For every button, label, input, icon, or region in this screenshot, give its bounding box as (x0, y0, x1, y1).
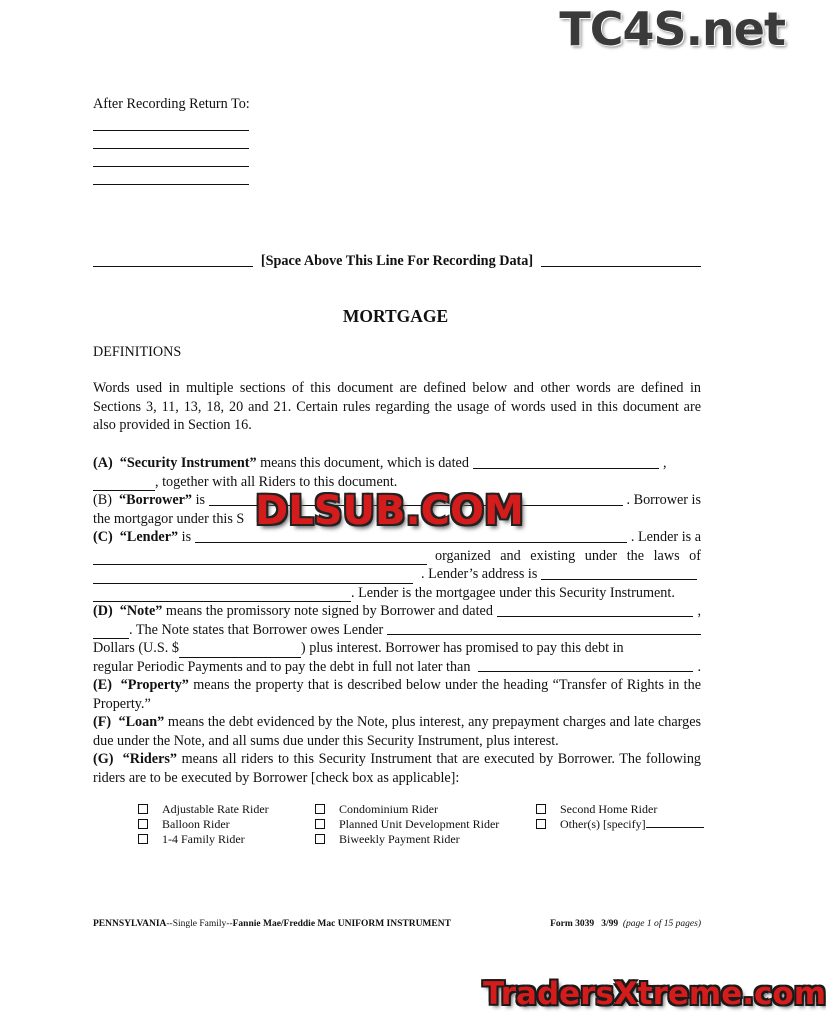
def-g-term: “Riders” (122, 751, 177, 767)
rider-adjustable-rate (138, 802, 269, 817)
def-d-maturity-blank[interactable] (478, 671, 693, 672)
def-c-address-blank[interactable] (541, 579, 697, 580)
def-d-comma: , (697, 603, 701, 619)
def-d-amount-words-blank[interactable] (387, 634, 701, 635)
footer-instrument: Fannie Mae/Freddie Mac UNIFORM INSTRUMENT (232, 919, 451, 929)
def-a-tag: (A) (93, 455, 113, 471)
def-d-text2: . The Note states that Borrower owes Lender (129, 621, 384, 638)
def-c-org-type-blank[interactable] (93, 552, 427, 565)
rider-checkbox[interactable] (138, 804, 148, 814)
def-d-period: . (697, 658, 701, 675)
page-footer (93, 919, 701, 929)
definitions-heading: DEFINITIONS (93, 344, 182, 360)
def-g-tag: (G) (93, 751, 114, 767)
def-a-text1: means this document, which is dated (260, 455, 469, 471)
def-d-text5: regular Periodic Payments and to pay the debt in full not later than (93, 658, 471, 675)
watermark-bottom: TradersXtreme.com (483, 976, 826, 1012)
def-c-text2: organized and existing under the laws of (435, 547, 701, 564)
definition-g (93, 750, 701, 787)
def-c-text3: . Lender’s address is (421, 566, 538, 582)
rider-label: Other(s) [specify] (560, 817, 646, 831)
rider-checkbox[interactable] (536, 819, 546, 829)
def-f-tag: (F) (93, 714, 112, 730)
rider-checkbox[interactable] (536, 804, 546, 814)
def-d-term: “Note” (119, 603, 163, 619)
watermark-middle: DLSUB.COM (255, 488, 524, 534)
def-d-text3: Dollars (U.S. $ (93, 640, 179, 656)
riders-column-1 (138, 802, 269, 847)
divider-rule-left (93, 266, 253, 267)
rider-label: Condominium Rider (339, 802, 438, 816)
def-f-text: means the debt evidenced by the Note, plus interest, any prepayment charges and late charges due under the Note, and all sums due under this Security Instrument, plus interest. (93, 714, 702, 749)
rider-checkbox[interactable] (138, 834, 148, 844)
recording-space-divider (93, 253, 701, 270)
def-c-text1: . Lender is a (630, 529, 701, 545)
footer-page: (page 1 of 15 pages) (622, 919, 701, 929)
def-c-lender-blank[interactable] (195, 542, 627, 543)
footer-state: PENNSYLVANIA (93, 919, 167, 929)
def-d-amount-blank[interactable] (179, 645, 301, 658)
riders-column-2 (315, 802, 499, 847)
rider-label: Adjustable Rate Rider (162, 802, 269, 816)
watermark-top: TC4S.net (559, 2, 785, 56)
riders-column-3 (536, 802, 704, 832)
def-d-year-blank[interactable] (93, 626, 129, 639)
footer-date: 3/99 (601, 919, 619, 929)
def-d-text1: means the promissory note signed by Borrower and dated (165, 603, 493, 619)
def-f-term: “Loan” (118, 714, 165, 730)
rider-condominium (315, 802, 499, 817)
rider-other (536, 817, 704, 832)
definition-f (93, 713, 701, 750)
page-title: MORTGAGE (342, 306, 449, 326)
def-a-comma: , (662, 455, 667, 471)
def-a-date-blank[interactable] (473, 468, 659, 469)
rider-second-home (536, 802, 704, 817)
rider-label: Planned Unit Development Rider (339, 817, 500, 831)
rider-biweekly (315, 832, 499, 847)
def-c-address-blank-2[interactable] (93, 589, 351, 602)
definition-a (93, 454, 701, 491)
rider-checkbox[interactable] (315, 819, 325, 829)
def-d-text4: ) plus interest. Borrower has promised to pay this debt in (300, 640, 624, 656)
return-to-line-4[interactable] (93, 167, 249, 185)
definition-c (93, 528, 701, 602)
intro-paragraph: Words used in multiple sections of this document are defined below and other words are defined in Sections 3, 11, 13, 18, 20 and 21. Certain rules regarding the usage of words used in this document are also provided in Section 16. (93, 380, 701, 433)
def-c-jurisdiction-blank[interactable] (93, 571, 413, 584)
divider-rule-right (541, 266, 701, 267)
def-e-text: means the property that is described below under the heading “Transfer of Rights in the Property.” (93, 677, 702, 712)
def-b-text1: . Borrower is (626, 492, 701, 508)
footer-left (93, 919, 451, 929)
rider-label: Biweekly Payment Rider (339, 832, 460, 846)
return-to-label: After Recording Return To: (93, 96, 250, 112)
return-to-line-3[interactable] (93, 149, 249, 167)
footer-sep: --Single Family-- (166, 919, 233, 929)
definition-d (93, 602, 701, 676)
def-a-text2: , together with all Riders to this document. (155, 473, 398, 490)
footer-right (550, 919, 701, 929)
rider-pud (315, 817, 499, 832)
return-to-line-2[interactable] (93, 131, 249, 149)
recording-space-label: [Space Above This Line For Recording Data] (260, 253, 534, 269)
footer-form: Form 3039 (550, 919, 595, 929)
def-b-text2: the mortgagor under this S (93, 510, 245, 527)
def-c-text4: . Lender is the mortgagee under this Security Instrument. (351, 584, 675, 601)
def-c-is: is (181, 529, 192, 545)
def-e-tag: (E) (93, 677, 112, 693)
rider-label: 1-4 Family Rider (162, 832, 245, 846)
rider-balloon (138, 817, 269, 832)
def-a-term: “Security Instrument” (119, 455, 257, 471)
rider-checkbox[interactable] (315, 834, 325, 844)
def-a-year-blank[interactable] (93, 478, 155, 491)
return-to-block (93, 95, 250, 185)
def-b-term: “Borrower” (119, 492, 193, 508)
def-b-tag: (B) (93, 492, 112, 508)
def-g-text: means all riders to this Security Instrument that are executed by Borrower. The following riders are to be executed by Borrower [check box as applicable]: (93, 751, 702, 786)
def-c-term: “Lender” (119, 529, 179, 545)
rider-checkbox[interactable] (315, 804, 325, 814)
rider-1-4-family (138, 832, 269, 847)
rider-checkbox[interactable] (138, 819, 148, 829)
rider-label: Second Home Rider (560, 802, 658, 816)
return-to-line-1[interactable] (93, 113, 249, 131)
def-d-date-blank[interactable] (497, 616, 694, 617)
definition-e (93, 676, 701, 713)
def-b-is: is (195, 492, 206, 508)
def-e-term: “Property” (120, 677, 189, 693)
rider-other-blank[interactable] (646, 817, 704, 828)
def-d-tag: (D) (93, 603, 113, 619)
rider-label: Balloon Rider (162, 817, 230, 831)
def-c-tag: (C) (93, 529, 113, 545)
